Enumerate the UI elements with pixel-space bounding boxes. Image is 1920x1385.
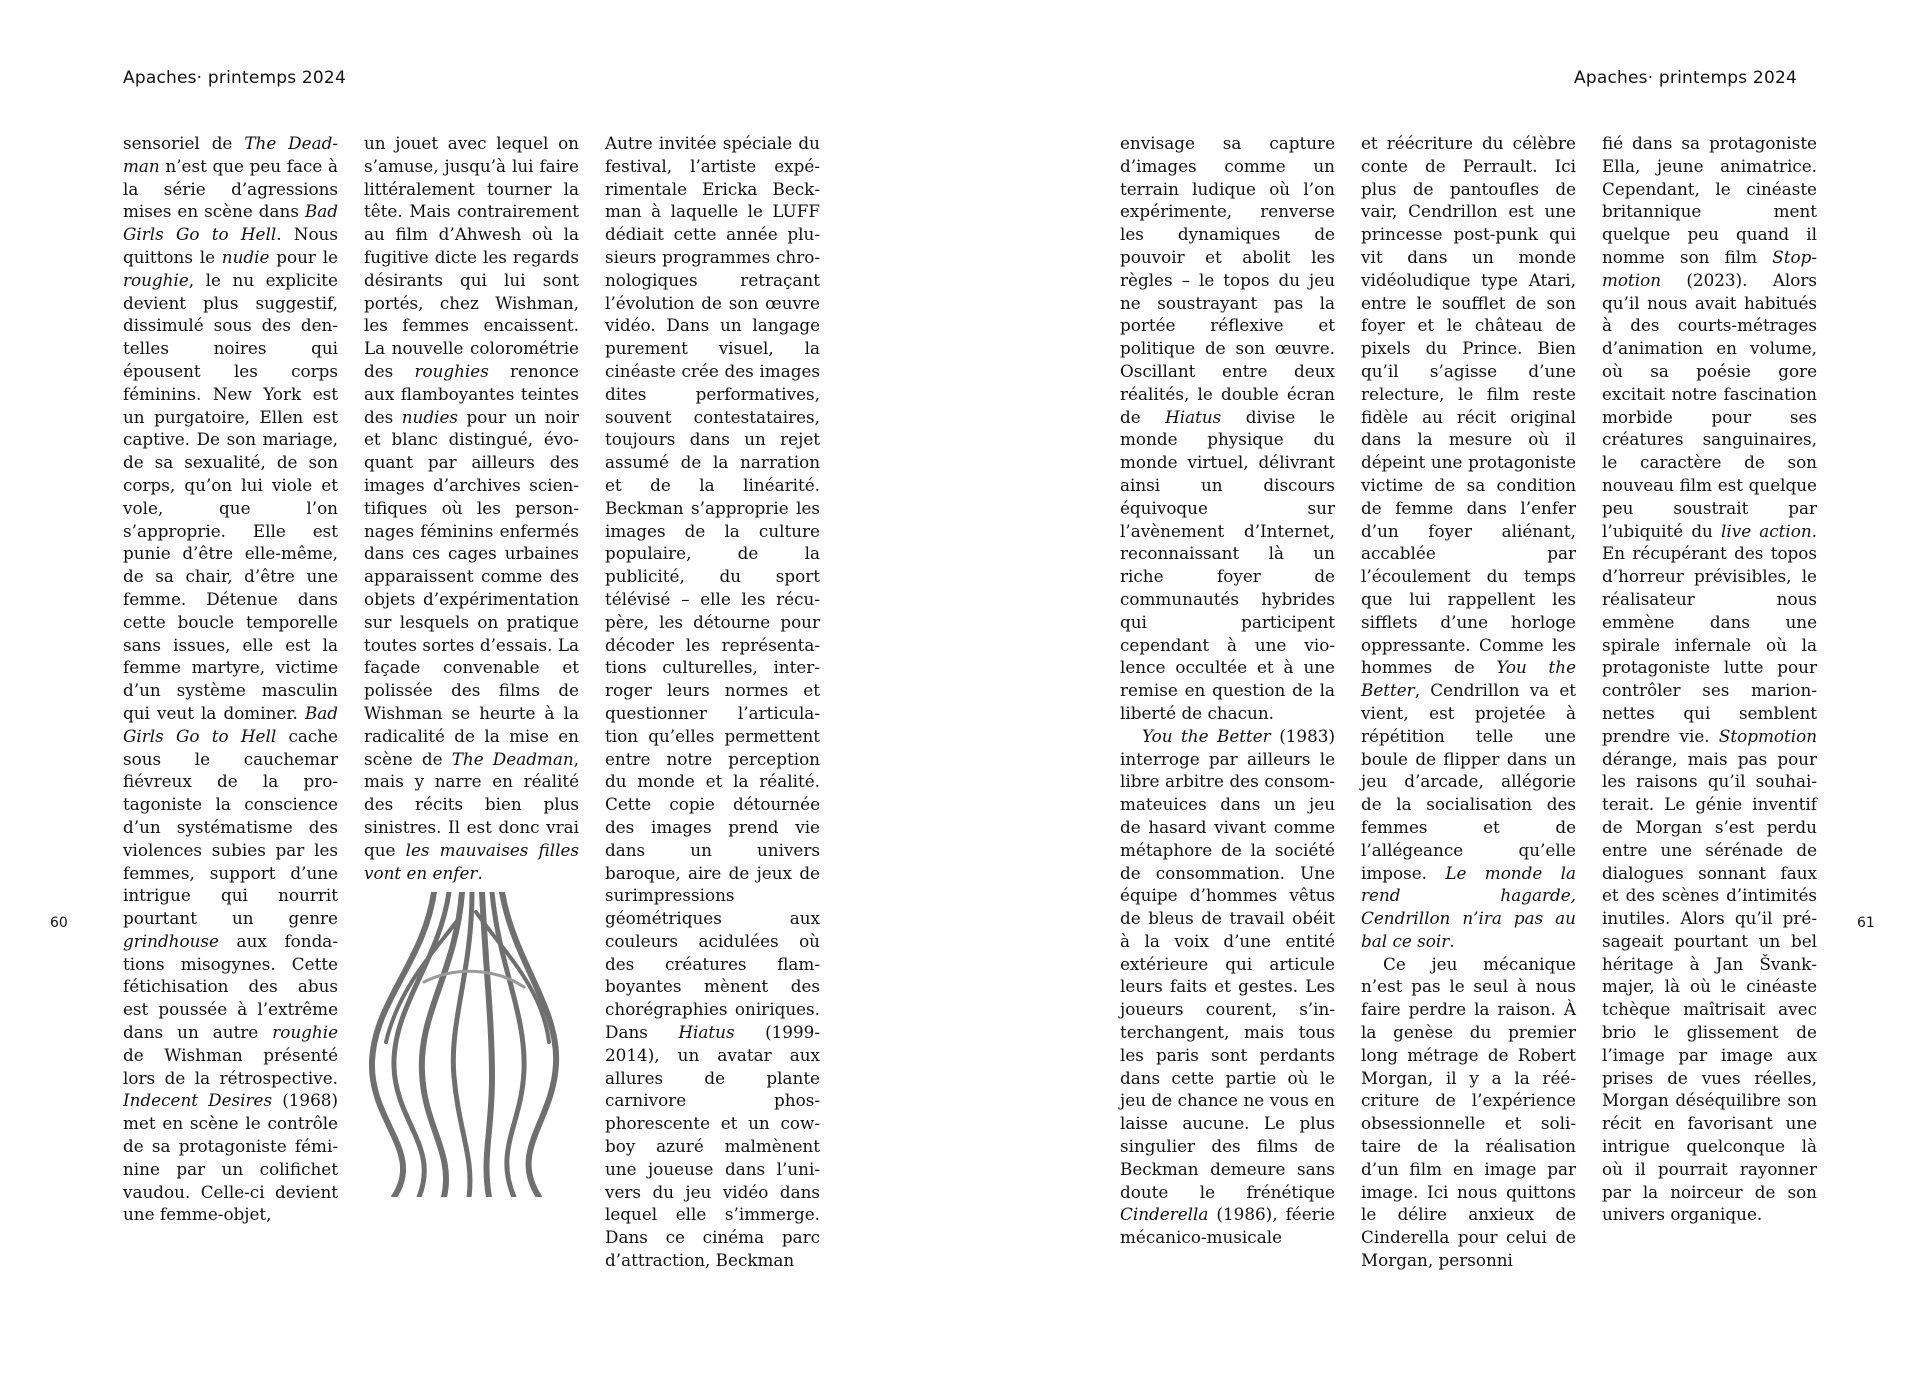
body-text: (1999-2014), un avatar aux allures de plante carnivore phosphorescente et un cowboy azuré malmènent une joueuse dans l’univers du jeu vidéo dans lequel elle s’immerge. Dans ce cinéma parc d’attraction, Beckman (605, 1022, 820, 1271)
text-column-5 (1361, 132, 1576, 1272)
italic-text: Hiatus (678, 1022, 735, 1043)
paragraph (364, 132, 579, 884)
paragraph (1120, 132, 1335, 725)
text-column-4 (1120, 132, 1335, 1249)
paragraph (1361, 953, 1576, 1272)
italic-text: nudie (221, 246, 270, 267)
running-head-right: Apaches· printemps 2024 (1574, 68, 1797, 88)
body-text: renonce aux flamboyantes teintes des (364, 360, 579, 427)
running-head-left: Apaches· printemps 2024 (123, 68, 346, 88)
page-number-right: 61 (1857, 915, 1875, 931)
body-text: n’est que peu face à la série d’agressions mises en scène dans (123, 155, 338, 222)
italic-text: Cinderella (1120, 1204, 1209, 1225)
body-text: . Nous quittons le (123, 224, 338, 267)
abstract-tendril-illustration (364, 892, 574, 1197)
text-column-2 (364, 132, 579, 884)
italic-text: Bad Girls Go to Hell (123, 201, 338, 245)
body-text: envisage sa capture d’images comme un terrain ludique où l’on expérimente, renverse les dynamiques de pouvoir et abolit les règles – le topos du jeu ne soustrayant pas la portée réflexive et politique de son œuvre. Oscillant entre deux réalités, le double écran de (1120, 133, 1335, 427)
italic-text: Bad Girls Go to Hell (123, 702, 338, 746)
text-column-6 (1602, 132, 1817, 1226)
italic-text: live action (1720, 520, 1812, 541)
italic-text: Hiatus (1165, 406, 1222, 427)
italic-text: Le monde la rend hagarde, Cendrillon n’ira pas au bal ce soir (1361, 862, 1576, 951)
body-text: pour un noir et blanc distingué, évoquant par ailleurs des images d’archives scientifiques où les personnages féminins enfermés dans ces cages urbaines apparaissent comme des objets d’expérimentation sur lesquels on pratique toutes sortes d’essais. La façade convenable et polissée des films de Wishman se heurte à la radicalité de la mise en scène de (364, 406, 579, 769)
body-text: , mais y narre en réalité des récits bien plus sinistres. Il est donc vrai que (364, 748, 580, 860)
body-text: fié dans sa protagoniste Ella, jeune animatrice. Cependant, le cinéaste britannique ment quelque peu quand il nomme son film (1602, 133, 1817, 267)
body-text: . En récupérant des topos d’horreur prévisibles, le réalisateur nous emmène dans une spirale infernale où la protagoniste lutte pour contrôler ses marionnettes qui semblent prendre vie. (1602, 520, 1818, 746)
italic-text: Indecent Desires (123, 1090, 273, 1111)
italic-text: roughie (272, 1022, 338, 1043)
tendril-stroke (482, 892, 492, 1197)
body-text: , le nu explicite devient plus suggestif, dissimulé sous des dentelles noires qui épousent les corps féminins. New York est un purgatoire, Ellen est captive. De son mariage, de sa sexualité, de son corps, qu’on lui viole et vole, que l’on s’approprie. Elle est punie d’être elle-même, de sa chair, d’être une femme. Détenue dans cette boucle temporelle sans issues, elle est la femme martyre, victime d’un système masculin qui veut la dominer. (123, 269, 338, 723)
italic-text: nudies (401, 406, 459, 427)
text-column-1 (123, 132, 338, 1226)
body-text: de Wishman présenté lors de la rétrospective. (123, 1044, 338, 1088)
body-text: cache sous le cauchemar fiévreux de la protagoniste la conscience d’un systématisme des violences subies par les femmes, support d’une intrigue qui nourrit pourtant un genre (123, 725, 338, 929)
paragraph (1602, 132, 1817, 1226)
italic-text: The Deadman (123, 133, 338, 176)
body-text: aux fondations misogynes. Cette fétichisation des abus est poussée à l’extrême dans un autre (123, 930, 338, 1043)
body-text: Autre invitée spéciale du festival, l’artiste expérimentale Ericka Beckman à laquelle le LUFF dédiait cette année plusieurs programmes chronologiques retraçant l’évolution de son œuvre vidéo. Dans un langage purement visuel, la cinéaste crée des images dites performatives, souvent contestataires, toujours dans un rejet assumé de la narration et de la linéarité. Beckman s’approprie les images de la culture populaire, de la publicité, du sport télévisé – elle les récupère, les détourne pour décoder les représentations culturelles, interroger leurs normes et questionner l’articulation qu’elles permettent entre notre perception du monde et la réalité. Cette copie détournée des images prend vie dans un univers baroque, aire de jeux de surimpressions géométriques aux couleurs acidulées où des créatures flamboyantes mènent des chorégraphies oniriques. Dans (605, 133, 820, 1043)
paragraph (123, 132, 338, 1226)
italic-text: Stopmotion (1602, 246, 1817, 290)
italic-text: You the Better (1361, 657, 1576, 701)
body-text: Ce jeu mécanique n’est pas le seul à nous faire perdre la raison. À la genèse du premier long métrage de Robert Morgan, il y a la réécriture de l’expérience obsessionnelle et solitaire de la réalisation d’un film en image par image. Ici nous quittons le délire anxieux de Cinderella pour celui de Morgan, personni (1361, 953, 1576, 1271)
body-text: . (477, 862, 483, 883)
body-text: divise le monde physique du monde virtuel, délivrant ainsi un discours équivoque sur l’avènement d’Internet, reconnaissant là un riche foyer de communautés hybrides qui participent cependant à une violence occultée et à une remise en question de la liberté de chacun. (1120, 406, 1335, 723)
italic-text: The Deadman (451, 748, 574, 769)
text-column-3 (605, 132, 820, 1272)
paragraph (1361, 132, 1576, 953)
italic-text: roughie (123, 269, 189, 290)
body-text: sensoriel de (123, 133, 245, 153)
body-text: dérange, mais pas pour les raisons qu’il souhaiterait. Le génie inventif de Morgan s’est perdu entre une sérénade de dialogues sonnant faux et des scènes d’intimités inutiles. Alors qu’il présageait pourtant un bel héritage à Jan Švankmajer, là où le cinéaste tchèque maîtrisait avec brio le glissement de l’image par image aux prises de vues réelles, Morgan déséquilibre son récit en favorisant une intrigue quelconque là où il pourrait rayonner par la noirceur de son univers organique. (1602, 748, 1817, 1225)
body-text: . (1449, 930, 1455, 951)
body-text: (1986), féerie mécanico-musicale (1120, 1204, 1335, 1248)
body-text: (2023). Alors qu’il nous avait habitués à des courts-métrages d’animation en volume, où sa poésie gore excitait notre fascination morbide pour ses créatures sanguinaires, le caractère de son nouveau film est quelque peu soustrait par l’ubiquité du (1602, 269, 1817, 541)
italic-text: roughies (414, 360, 489, 381)
body-text: et réécriture du célèbre conte de Perrault. Ici plus de pantoufles de vair, Cendrillon est une princesse post-punk qui vit dans un monde vidéoludique type Atari, entre le soufflet de son foyer et le château de pixels du Prince. Bien qu’il s’agisse d’une relecture, le film reste fidèle au récit original dans la mesure où il dépeint une protagoniste victime de sa condition de femme dans l’enfer d’un foyer aliénant, accablée par l’écoulement du temps que lui rappellent les sifflets d’une horloge oppressante. Comme les hommes de (1361, 133, 1576, 678)
italic-text: grindhouse (123, 930, 219, 951)
italic-text: You the Better (1142, 725, 1271, 746)
italic-text: les mauvaises filles vont en enfer (364, 839, 579, 883)
paragraph (1120, 725, 1335, 1249)
body-text: (1968) met en scène le contrôle de sa protagoniste féminine par un colifichet vaudou. Celle-ci devient une femme-objet, (123, 1090, 338, 1225)
page-number-left: 60 (50, 915, 68, 931)
italic-text: Stopmotion (1718, 725, 1817, 746)
body-text: , Cendrillon va et vient, est projetée à répétition telle une boule de flipper dans un jeu d’arcade, allégorie de la socialisation des femmes et de l’allégeance qu’elle impose. (1361, 680, 1576, 883)
body-text: pour le (269, 246, 338, 267)
body-text: (1983) interroge par ailleurs le libre arbitre des consommateuices dans un jeu de hasard vivant comme métaphore de la société de consommation. Une équipe d’hommes vêtus de bleus de travail obéit à la voix d’une entité extérieure qui articule leurs faits et gestes. Les joueurs courent, s’interchangent, mais tous les paris sont perdants dans cette partie où le jeu de chance ne vous en laisse aucune. Le plus singulier des films de Beckman demeure sans doute le frénétique (1120, 725, 1335, 1202)
paragraph (605, 132, 820, 1272)
body-text: un jouet avec lequel on s’amuse, jusqu’à lui faire littéralement tourner la tête. Mais contrairement au film d’Ahwesh où la fugitive dicte les regards désirants qui lui sont portés, chez Wishman, les femmes encaissent. La nouvelle colorométrie des (364, 133, 579, 381)
